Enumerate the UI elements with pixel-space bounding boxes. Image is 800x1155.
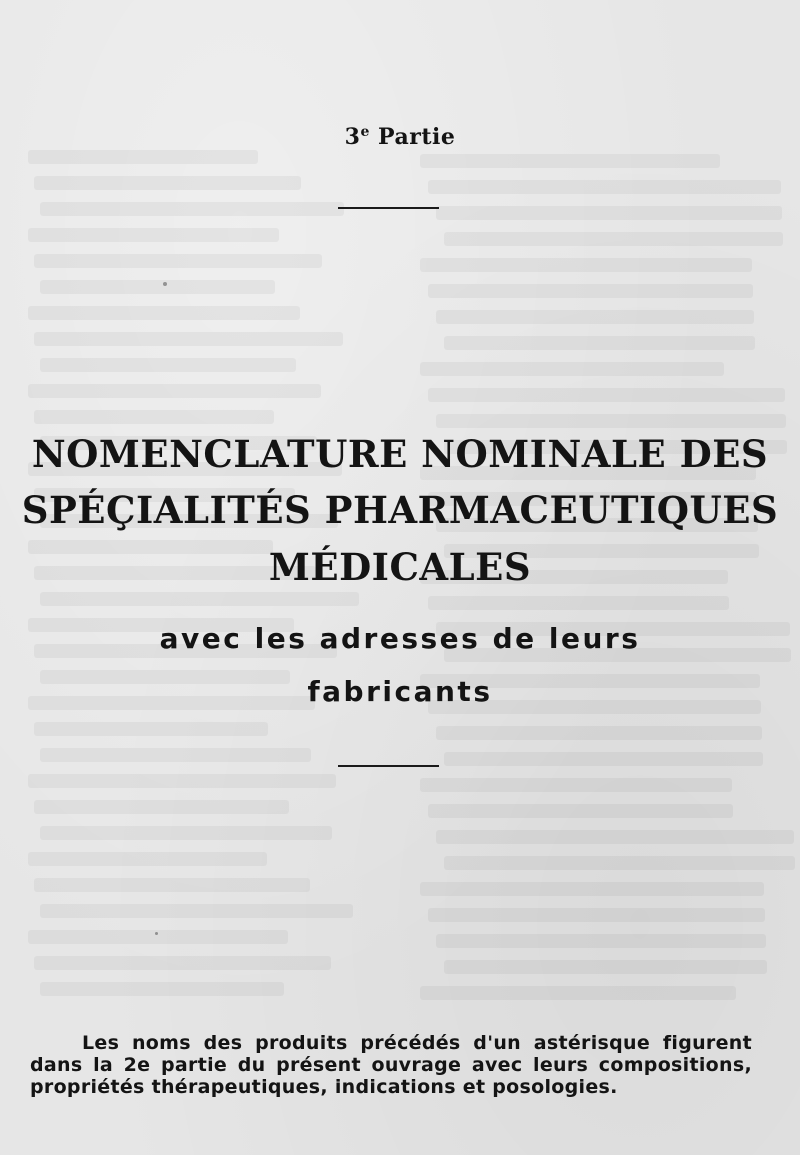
ghost-line: [444, 336, 755, 350]
ghost-line: [436, 310, 754, 324]
ghost-line: [420, 778, 732, 792]
footnote-paragraph: [30, 1032, 752, 1098]
ghost-line: [40, 982, 284, 996]
part-heading: [0, 124, 800, 150]
ghost-line: [428, 180, 781, 194]
ghost-line: [436, 830, 794, 844]
ghost-line: [40, 904, 353, 918]
ghost-line: [40, 358, 296, 372]
subtitle-line-1: avec les adresses de leurs: [159, 622, 641, 655]
ghost-line: [428, 908, 765, 922]
ghost-line: [34, 956, 331, 970]
ghost-line: [444, 752, 763, 766]
ghost-line: [444, 960, 767, 974]
part-number: 3: [344, 124, 361, 150]
ghost-line: [436, 726, 762, 740]
ghost-line: [420, 882, 764, 896]
ghost-line: [28, 384, 321, 398]
ghost-line: [40, 202, 344, 216]
top-divider-rule: [338, 207, 439, 209]
ghost-line: [34, 332, 343, 346]
ghost-line: [28, 306, 300, 320]
ghost-line: [428, 284, 753, 298]
bottom-divider-rule: [338, 765, 439, 767]
ghost-line: [34, 800, 289, 814]
ghost-line: [420, 154, 720, 168]
ghost-line: [34, 176, 301, 190]
title-line-2: SPÉÇIALITÉS PHARMACEUTIQUES: [21, 488, 779, 532]
part-label: Partie: [378, 124, 456, 150]
ghost-line: [34, 878, 310, 892]
ghost-line: [436, 206, 782, 220]
ghost-line: [40, 280, 275, 294]
part-ordinal-suffix: e: [360, 124, 370, 140]
ghost-line: [28, 852, 267, 866]
ghost-line: [444, 232, 783, 246]
ghost-line: [428, 804, 733, 818]
ghost-line: [420, 362, 724, 376]
ghost-line: [428, 596, 729, 610]
ghost-line: [436, 414, 786, 428]
ghost-line: [40, 748, 311, 762]
ghost-line: [436, 934, 766, 948]
subtitle-line-2: fabricants: [307, 675, 493, 708]
title-line-3: MÉDICALES: [268, 545, 532, 589]
ghost-line: [28, 228, 279, 242]
ghost-line: [420, 986, 736, 1000]
ghost-line: [28, 150, 258, 164]
ghost-line: [444, 856, 795, 870]
ghost-line: [34, 722, 268, 736]
print-speck: [155, 932, 158, 935]
title-line-1: NOMENCLATURE NOMINALE DES: [31, 432, 769, 476]
ghost-line: [40, 592, 359, 606]
ghost-line: [428, 388, 785, 402]
ghost-line: [28, 930, 288, 944]
ghost-line: [28, 774, 336, 788]
ghost-line: [420, 258, 752, 272]
ghost-line: [34, 410, 274, 424]
footnote-text: Les noms des produits précédés d'un astérisque figurent dans la 2e partie du présent ouvrage avec leurs compositions, propriétés thérapeutiques, indications et posologies.: [30, 1032, 752, 1098]
print-speck: [163, 282, 167, 286]
ghost-line: [34, 254, 322, 268]
ghost-line: [40, 826, 332, 840]
